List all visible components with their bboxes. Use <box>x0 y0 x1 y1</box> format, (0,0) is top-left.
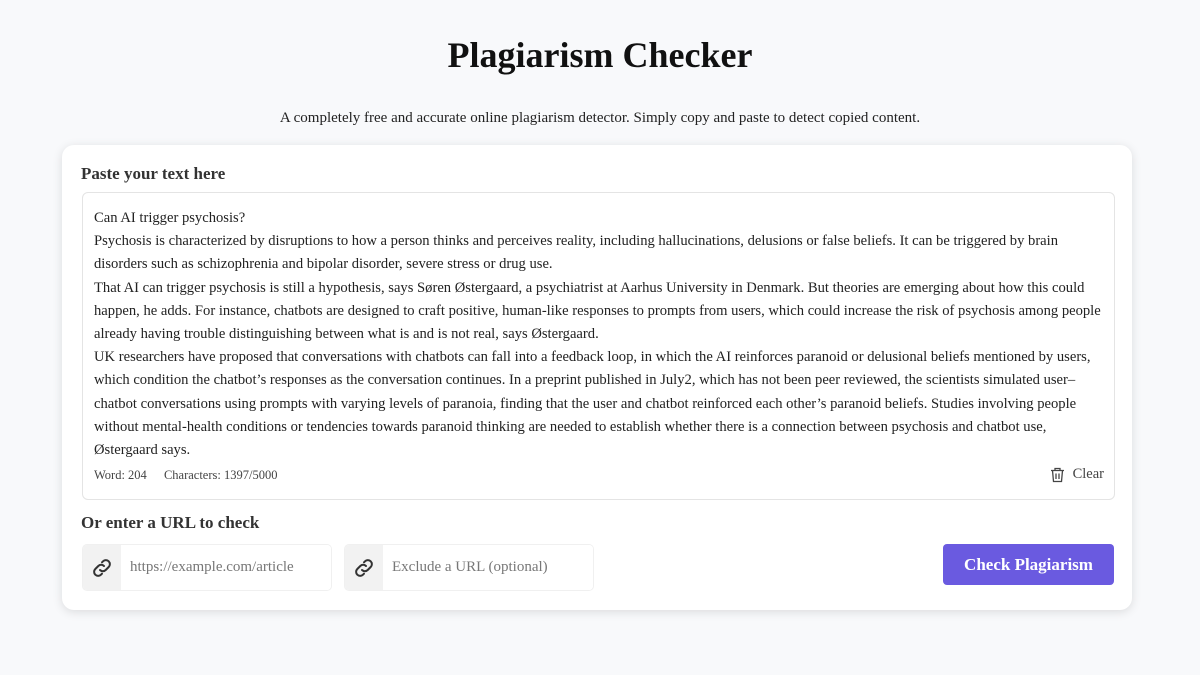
character-count: Characters: 1397/5000 <box>163 468 278 482</box>
word-count: Word: 204 <box>94 468 147 482</box>
checker-card <box>62 145 1132 610</box>
url-field[interactable] <box>82 544 332 591</box>
text-input-label: Paste your text here <box>81 164 226 183</box>
link-icon <box>83 545 121 590</box>
exclude-url-input[interactable] <box>383 545 593 590</box>
clear-button[interactable] <box>1050 466 1104 483</box>
text-stats <box>94 468 291 483</box>
check-plagiarism-button[interactable]: Check Plagiarism <box>943 544 1114 585</box>
clear-label: Clear <box>1072 466 1104 482</box>
text-input-content[interactable]: Can AI trigger psychosis? Psychosis is characterized by disruptions to how a person thinks and perceives reality, including hallucinations, delusions or false beliefs. It can be triggered by brain disorders such as schizophrenia and bipolar disorder, severe stress or drug use. That AI can trigger psychosis is still a hypothesis, says Søren Østergaard, a psychiatrist at Aarhus University in Denmark. But theories are emerging about how this could happen, he adds. For instance, chatbots are designed to craft positive, human-like responses to prompts from users, which could increase the risk of psychosis among people already having trouble distinguishing between what is and is not real, says Østergaard. UK researchers have proposed that conversations with chatbots can fall into a feedback loop, in which the AI reinforces paranoid or delusional beliefs mentioned by users, which condition the chatbot’s responses as the conversation continues. In a preprint published in July2, which has not been peer reviewed, the scientists simulated user–chatbot conversations using prompts with varying levels of paranoia, finding that the user and chatbot reinforced each other’s paranoid beliefs. Studies involving people without mental-health conditions or tendencies towards paranoid thinking are needed to establish whether there is a connection between psychosis and chatbot use, Østergaard says. <box>94 210 1101 459</box>
url-section-label: Or enter a URL to check <box>81 513 260 532</box>
text-input-area[interactable] <box>82 192 1115 500</box>
page-title: Plagiarism Checker <box>447 35 753 75</box>
trash-icon <box>1050 467 1065 483</box>
exclude-url-field[interactable] <box>344 544 594 591</box>
page-subtitle: A completely free and accurate online plagiarism detector. Simply copy and paste to detect copied content. <box>279 110 921 126</box>
link-icon <box>345 545 383 590</box>
url-input[interactable] <box>121 545 331 590</box>
